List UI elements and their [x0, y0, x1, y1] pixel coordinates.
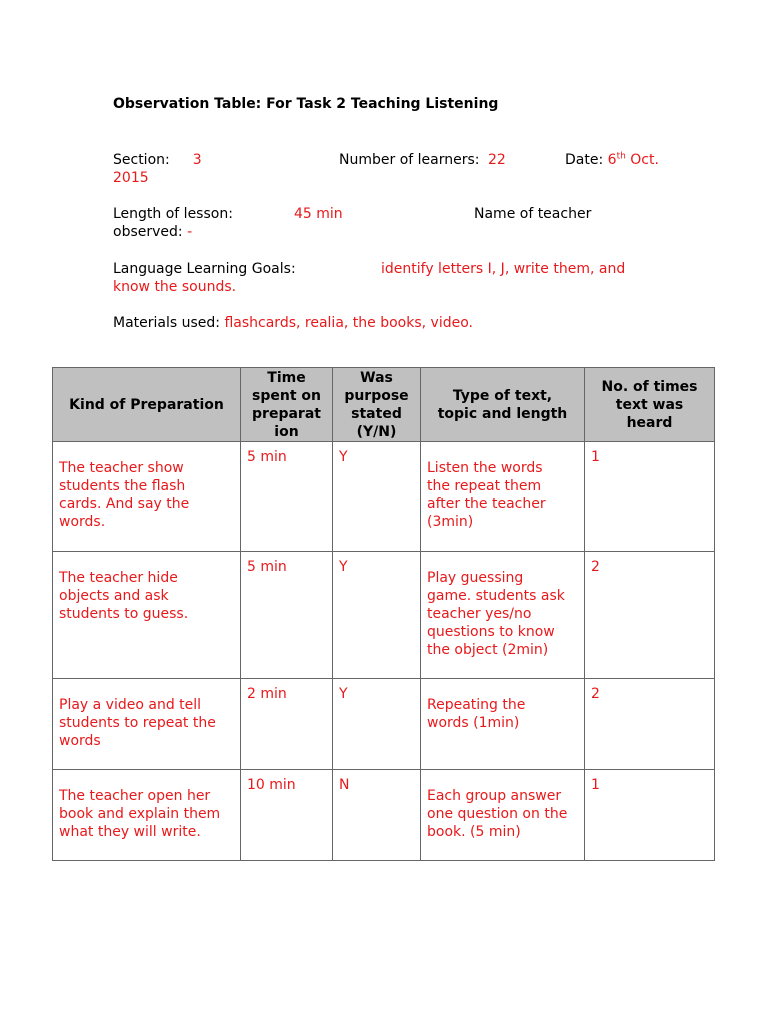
cell-time: 5 min	[241, 442, 333, 552]
header-purpose: Was purpose stated (Y/N)	[333, 368, 421, 442]
cell-times: 1	[585, 442, 715, 552]
section-line	[113, 151, 202, 169]
date-label: Date:	[565, 152, 604, 168]
materials-value: flashcards, realia, the books, video.	[224, 315, 473, 331]
table-header-row	[53, 368, 715, 442]
cell-times: 2	[585, 552, 715, 679]
cell-type: Play guessing game. students ask teacher yes/no questions to know the object (2min)	[421, 552, 585, 679]
header-kind: Kind of Preparation	[53, 368, 241, 442]
cell-purpose: Y	[333, 552, 421, 679]
cell-purpose: Y	[333, 679, 421, 770]
observed-label: observed:	[113, 224, 183, 240]
table-row	[53, 442, 715, 552]
cell-time: 2 min	[241, 679, 333, 770]
cell-times: 1	[585, 770, 715, 861]
goals-value-line2: know the sounds.	[113, 279, 237, 295]
materials-label: Materials used:	[113, 315, 221, 331]
table-row	[53, 770, 715, 861]
cell-kind: The teacher hide objects and ask students to guess.	[53, 552, 241, 679]
table-row	[53, 552, 715, 679]
cell-purpose: Y	[333, 442, 421, 552]
header-time: Time spent on preparat ion	[241, 368, 333, 442]
length-label: Length of lesson:	[113, 206, 233, 222]
cell-kind: The teacher show students the flash cards. And say the words.	[53, 442, 241, 552]
date-line	[565, 151, 659, 169]
header-times: No. of times text was heard	[585, 368, 715, 442]
cell-purpose: N	[333, 770, 421, 861]
cell-time: 5 min	[241, 552, 333, 679]
observation-table	[52, 367, 715, 861]
date-value: 6th Oct.	[607, 151, 659, 168]
section-value: 3	[192, 152, 202, 168]
cell-time: 10 min	[241, 770, 333, 861]
observed-value: -	[187, 224, 193, 240]
goals-label: Language Learning Goals:	[113, 261, 296, 277]
cell-type: Each group answer one question on the book. (5 min)	[421, 770, 585, 861]
goals-value-line1: identify letters I, J, write them, and	[381, 261, 626, 277]
table-row	[53, 679, 715, 770]
teacher-label: Name of teacher	[474, 206, 592, 222]
cell-type: Listen the words the repeat them after the teacher (3min)	[421, 442, 585, 552]
cell-type: Repeating the words (1min)	[421, 679, 585, 770]
learners-label: Number of learners:	[339, 152, 480, 168]
cell-kind: The teacher open her book and explain them what they will write.	[53, 770, 241, 861]
header-type: Type of text, topic and length	[421, 368, 585, 442]
materials-line	[113, 314, 473, 332]
date-year: 2015	[113, 170, 149, 186]
cell-kind: Play a video and tell students to repeat the words	[53, 679, 241, 770]
observed-line	[113, 223, 192, 241]
page-title: Observation Table: For Task 2 Teaching Listening	[113, 96, 499, 112]
learners-value: 22	[487, 152, 506, 168]
cell-times: 2	[585, 679, 715, 770]
length-value: 45 min	[294, 206, 343, 222]
section-label: Section:	[113, 152, 170, 168]
learners-line	[339, 151, 506, 169]
